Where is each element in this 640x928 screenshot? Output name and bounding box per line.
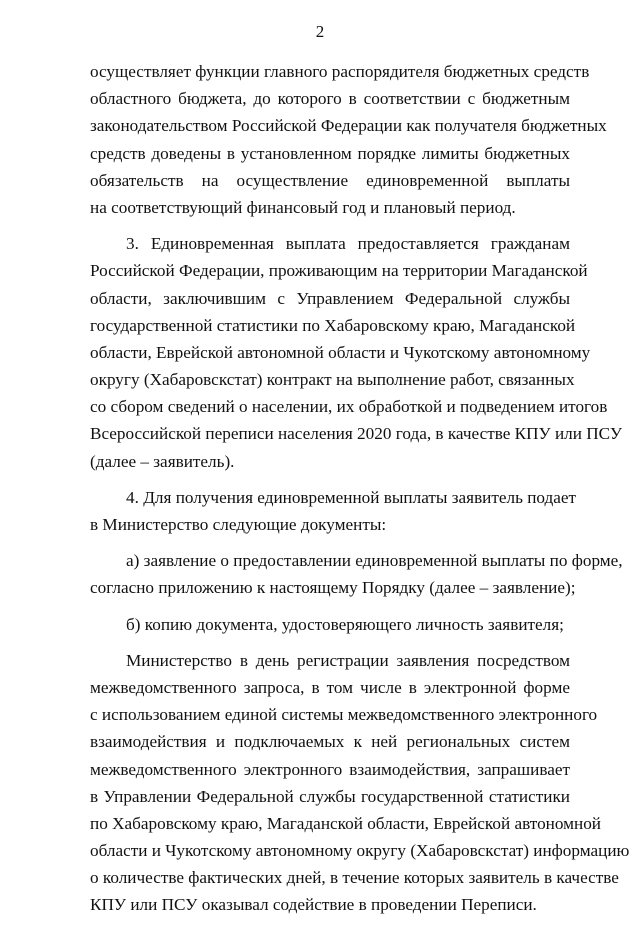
text-line: взаимодействия и подключаемых к ней региональных систем xyxy=(90,732,570,752)
text-line: о количестве фактических дней, в течение которых заявитель в качестве xyxy=(90,868,619,888)
paragraph-item-4 xyxy=(90,484,577,538)
page-number: 2 xyxy=(315,22,325,41)
paragraph-continuation xyxy=(90,58,607,221)
text-line: Министерство в день регистрации заявления посредством xyxy=(126,650,570,670)
text-line: б) копию документа, удостоверяющего личность заявителя; xyxy=(126,614,564,634)
text-line: осуществляет функции главного распорядителя бюджетных средств xyxy=(90,62,590,81)
paragraph-ministry-request xyxy=(90,647,630,919)
document-body xyxy=(90,58,630,928)
text-line: (далее – заявитель). xyxy=(90,451,235,471)
text-line: межведомственного электронного взаимодействия, запрашивает xyxy=(90,759,570,779)
text-line: законодательством Российской Федерации как получателя бюджетных xyxy=(90,116,607,136)
text-line: в Управлении Федеральной службы государственной статистики xyxy=(90,786,570,806)
text-line: с использованием единой системы межведомственного электронного xyxy=(90,705,598,725)
text-line: Всероссийской переписи населения 2020 года, в качестве КПУ или ПСУ xyxy=(90,424,623,444)
text-line: обязательств на осуществление единовременной выплаты xyxy=(90,170,570,190)
paragraph-subitem-a xyxy=(90,547,623,601)
text-line: КПУ или ПСУ оказывал содействие в проведении Переписи. xyxy=(90,895,537,915)
text-line: в Министерство следующие документы: xyxy=(90,515,387,534)
text-line: а) заявление о предоставлении единовременной выплаты по форме, xyxy=(126,551,623,571)
paragraph-subitem-b xyxy=(90,611,570,638)
text-line: Российской Федерации, проживающим на территории Магаданской xyxy=(90,261,588,281)
text-line: средств доведены в установленном порядке лимиты бюджетных xyxy=(90,143,570,163)
paragraph-item-3 xyxy=(90,230,623,475)
text-line: округу (Хабаровскстат) контракт на выполнение работ, связанных xyxy=(90,370,575,390)
text-line: областного бюджета, до которого в соответствии с бюджетным xyxy=(90,89,570,109)
text-line: государственной статистики по Хабаровскому краю, Магаданской xyxy=(90,315,576,335)
text-line: согласно приложению к настоящему Порядку (далее – заявление); xyxy=(90,578,576,598)
text-line: 3. Единовременная выплата предоставляется гражданам xyxy=(126,234,570,254)
text-line: области, Еврейской автономной области и Чукотскому автономному xyxy=(90,342,591,362)
text-line: межведомственного запроса, в том числе в электронной форме xyxy=(90,677,570,697)
text-line: области, заключившим с Управлением Федеральной службы xyxy=(90,288,570,308)
text-line: по Хабаровскому краю, Магаданской области, Еврейской автономной xyxy=(90,813,602,833)
text-line: со сбором сведений о населении, их обработкой и подведением итогов xyxy=(90,397,608,417)
text-line: на соответствующий финансовый год и плановый период. xyxy=(90,197,516,217)
text-line: области и Чукотскому автономному округу (Хабаровскстат) информацию xyxy=(90,841,630,861)
text-line: 4. Для получения единовременной выплаты заявитель подает xyxy=(126,487,577,507)
